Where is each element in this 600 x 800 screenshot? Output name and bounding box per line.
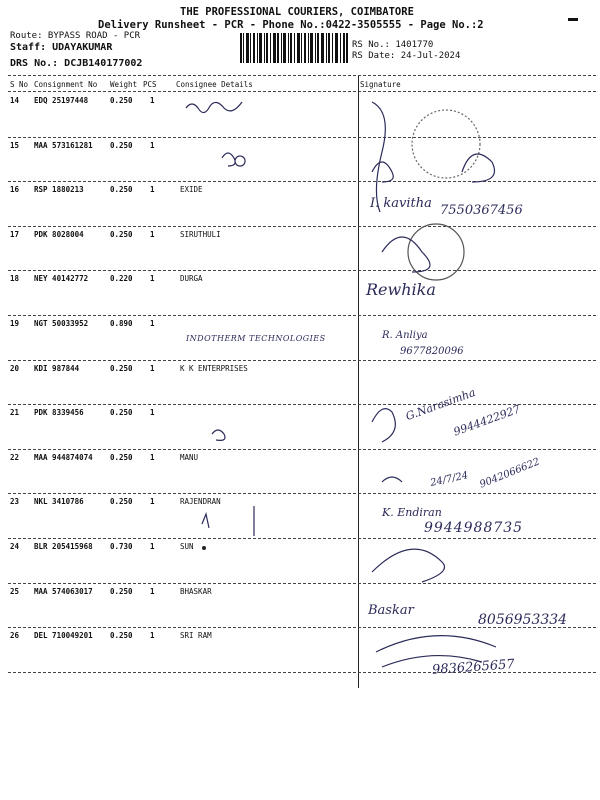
row-consignee: K K ENTERPRISES [180,363,248,373]
row-consignee: DURGA [180,274,203,284]
row-weight: 0.250 [110,497,133,507]
row-consignment-no: BLR 205415968 [34,542,93,551]
barcode-image [240,33,348,63]
runsheet-title: Delivery Runsheet - PCR - Phone No.:0422-3505555 - Page No.:2 [98,19,484,31]
row-consignee: MANU [180,452,199,462]
row-consignment-no: NEY 40142772 [34,274,89,284]
row-sno: 25 [10,586,20,596]
route-label: Route: BYPASS ROAD - PCR [10,31,141,41]
row-weight: 0.250 [110,96,133,105]
row-pcs: 1 [150,319,155,328]
row-weight: 0.250 [110,229,133,239]
signature-scribble [372,162,393,182]
handwritten-name: I. kavitha [370,196,432,211]
row-consignment-no: NKL 3410786 [34,497,84,507]
signature-scribble [376,636,496,667]
company-title: THE PROFESSIONAL COURIERS, COIMBATORE [180,6,414,18]
signature-marks [362,92,598,688]
row-consignment-no: PDK 8028004 [34,229,84,239]
handwritten-scribble [186,102,242,113]
row-pcs: 1 [150,96,155,105]
drs-label: DRS No.: DCJB140177002 [10,58,143,69]
handwritten-consignee: INDOTHERM TECHNOLOGIES [186,334,326,343]
row-weight: 0.220 [110,274,133,284]
row-consignee: EXIDE [180,185,203,195]
corner-mark [568,18,578,21]
row-pcs: 1 [150,185,155,195]
handwritten-phone: 9677820096 [400,346,464,357]
row-consignment-no: MAA 944874074 [34,452,93,462]
row-sno: 15 [10,140,20,150]
row-consignment-no: KDI 987844 [34,363,80,373]
signature-scribble [382,477,402,482]
row-pcs: 1 [150,631,155,641]
handwritten-scribble [222,153,245,166]
row-sno: 26 [10,631,20,641]
signature-scribble [372,102,385,212]
row-sno: 20 [10,363,20,373]
row-pcs: 1 [150,452,155,462]
company-stamp [412,110,480,178]
handwritten-phone: 7550367456 [440,203,523,218]
handwritten-scribble [212,430,225,440]
row-sno: 23 [10,497,20,507]
row-sno: 24 [10,542,20,551]
staff-label: Staff: UDAYAKUMAR [10,42,113,53]
rs-number: RS No.: 1401770 [352,40,434,50]
signature-scribble [372,409,395,442]
row-consignee: BHASKAR [180,586,212,596]
consignee-marks [182,94,332,574]
row-consignee: RAJENDRAN [180,497,221,507]
col-sno: S No [10,80,29,89]
row-pcs: 1 [150,140,155,150]
col-pcs: PCS [143,80,157,89]
row-sno: 18 [10,274,20,284]
col-weight: Weight [110,80,138,89]
row-consignment-no: DEL 710049201 [34,631,93,641]
col-signature: Signature [360,80,401,89]
handwritten-date: 24/7/24 [429,470,470,489]
row-sno: 19 [10,319,20,328]
row-weight: 0.250 [110,363,133,373]
row-weight: 0.250 [110,408,133,418]
row-sno: 22 [10,452,20,462]
handwritten-phone: 9836265657 [431,657,516,678]
handwritten-phone: 8056953334 [478,612,568,628]
row-consignment-no: EDQ 25197448 [34,96,89,105]
row-weight: 0.730 [110,542,133,551]
row-consignee: SUN [180,542,194,551]
row-weight: 0.250 [110,140,133,150]
row-sno: 21 [10,408,20,418]
signature-scribble [372,549,445,582]
row-weight: 0.250 [110,586,133,596]
signature-column-divider [358,76,359,688]
signature-scribble [462,154,495,182]
handwritten-phone: 9042066622 [478,456,542,491]
rs-date: RS Date: 24-Jul-2024 [352,51,461,61]
row-weight: 0.890 [110,319,133,328]
row-pcs: 1 [150,229,155,239]
row-consignment-no: RSP 1880213 [34,185,84,195]
row-sno: 16 [10,185,20,195]
row-sno: 17 [10,229,20,239]
handwritten-phone: 9944422927 [451,402,523,439]
row-pcs: 1 [150,497,155,507]
handwritten-name: Baskar [368,603,414,618]
col-consignment: Consignment No [34,80,98,89]
signature-scribble [382,237,430,272]
row-pcs: 1 [150,363,155,373]
row-pcs: 1 [150,274,155,284]
row-pcs: 1 [150,586,155,596]
handwritten-phone: 9944988735 [424,520,524,536]
row-weight: 0.250 [110,631,133,641]
row-consignment-no: MAA 573161281 [34,140,93,150]
table-top-rule [8,75,596,76]
row-weight: 0.250 [110,452,133,462]
row-pcs: 1 [150,408,155,418]
ink-dot [202,546,206,550]
row-weight: 0.250 [110,185,133,195]
row-consignment-no: NGT 50033952 [34,319,89,328]
row-pcs: 1 [150,542,155,551]
handwritten-name: R. Anliya [382,330,428,341]
handwritten-scribble [202,514,209,528]
row-consignment-no: MAA 574063017 [34,586,93,596]
row-sno: 14 [10,96,20,105]
row-consignment-no: PDK 8339456 [34,408,84,418]
handwritten-name: Rewhika [366,280,436,299]
row-consignee: SRI RAM [180,631,212,641]
handwritten-name: G.Narasimha [403,385,478,424]
col-consignee: Consignee Details [176,80,253,89]
handwritten-name: K. Endiran [382,506,442,519]
row-consignee: SIRUTHULI [180,229,221,239]
